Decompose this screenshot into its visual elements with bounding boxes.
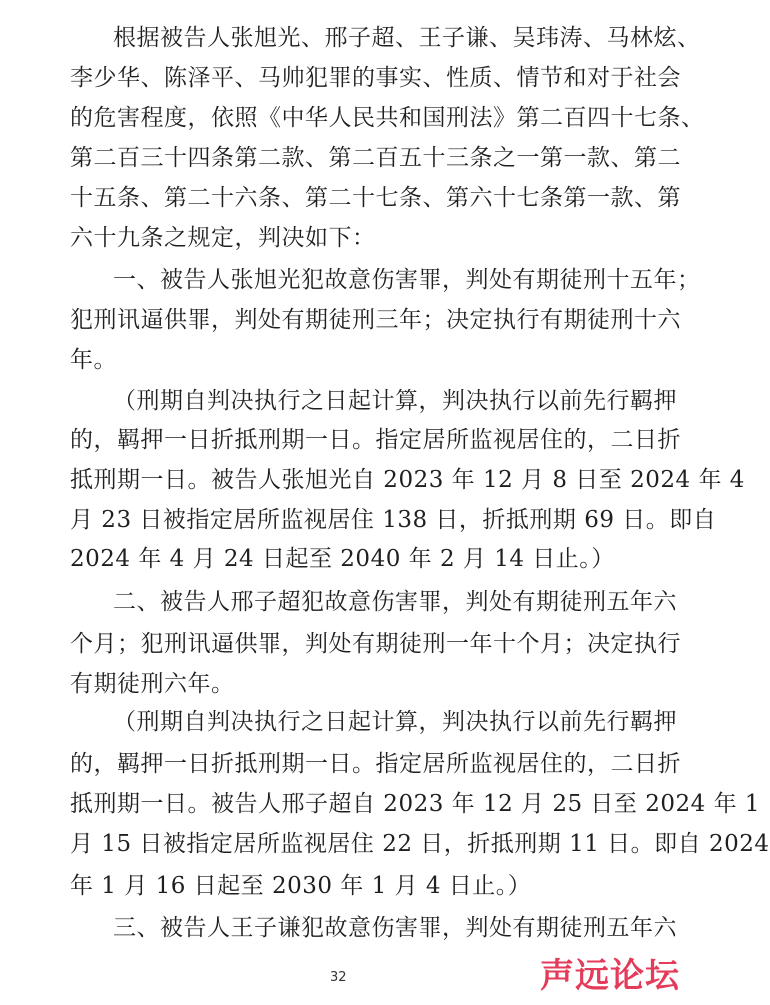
text-line: 个月；犯刑讯逼供罪，判处有期徒刑一年十个月；决定执行 [70,631,681,657]
text-line: 抵刑期一日。被告人张旭光自 2023 年 12 月 8 日至 2024 年 4 [70,467,745,493]
text-line: 的危害程度，依照《中华人民共和国刑法》第二百四十七条、 [70,105,705,131]
text-line: 2024 年 4 月 24 日起至 2040 年 2 月 14 日止。） [70,546,615,572]
text-line: 第二百三十四条第二款、第二百五十三条之一第一款、第二 [70,145,681,171]
watermark-logo: 声远论坛 [540,956,680,996]
text-line: 的，羁押一日折抵刑期一日。指定居所监视居住的，二日折 [70,427,681,453]
text-line: 的，羁押一日折抵刑期一日。指定居所监视居住的，二日折 [70,751,681,777]
text-line: 一、被告人张旭光犯故意伤害罪，判处有期徒刑十五年； [113,267,701,293]
text-line: 二、被告人邢子超犯故意伤害罪，判处有期徒刑五年六 [113,589,677,615]
text-line: 抵刑期一日。被告人邢子超自 2023 年 12 月 25 日至 2024 年 1 [70,791,761,817]
text-line: 李少华、陈泽平、马帅犯罪的事实、性质、情节和对于社会 [70,65,681,91]
text-line: 月 23 日被指定居所监视居住 138 日，折抵刑期 69 日。即自 [70,507,717,533]
text-line: 根据被告人张旭光、邢子超、王子谦、吴玮涛、马林炫、 [113,25,701,51]
text-line-last: 三、被告人王子谦犯故意伤害罪，判处有期徒刑五年六 [113,915,677,941]
text-line: 六十九条之规定，判决如下： [70,225,376,251]
text-line: 十五条、第二十六条、第二十七条、第六十七条第一款、第 [70,185,681,211]
text-line: 月 15 日被指定居所监视居住 22 日，折抵刑期 11 日。即自 2024 [70,831,770,857]
text-line: 年 1 月 16 日起至 2030 年 1 月 4 日止。） [70,873,532,899]
text-line: 年。 [70,347,117,373]
text-line: 犯刑讯逼供罪，判处有期徒刑三年；决定执行有期徒刑十六 [70,307,681,333]
text-line: （刑期自判决执行之日起计算，判决执行以前先行羁押 [113,709,677,735]
text-line: （刑期自判决执行之日起计算，判决执行以前先行羁押 [113,388,677,414]
text-line: 有期徒刑六年。 [70,671,235,697]
page-number: 32 [330,970,347,985]
